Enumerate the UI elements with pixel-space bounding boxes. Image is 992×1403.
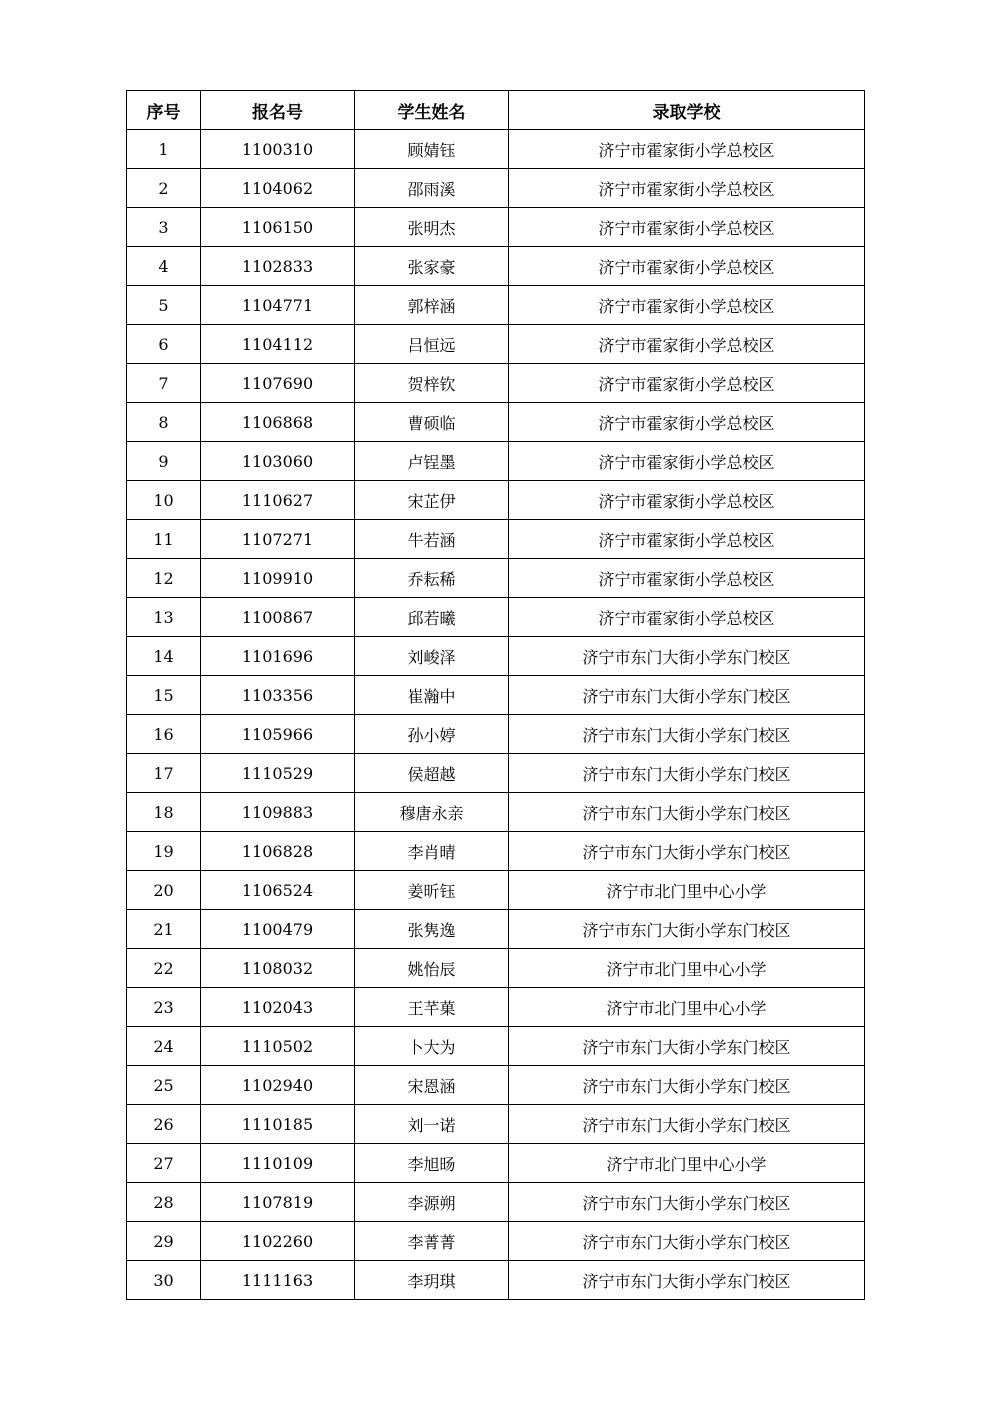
table-row <box>127 442 865 481</box>
cell-serial-number: 24 <box>127 1027 201 1066</box>
cell-admitted-school: 济宁市东门大街小学东门校区 <box>509 1066 865 1105</box>
cell-admitted-school: 济宁市霍家街小学总校区 <box>509 325 865 364</box>
cell-registration-number: 1108032 <box>201 949 355 988</box>
cell-registration-number: 1104771 <box>201 286 355 325</box>
table-row <box>127 364 865 403</box>
cell-registration-number: 1100479 <box>201 910 355 949</box>
cell-student-name: 宋恩涵 <box>355 1066 509 1105</box>
cell-serial-number: 7 <box>127 364 201 403</box>
cell-student-name: 王芊菓 <box>355 988 509 1027</box>
cell-student-name: 侯超越 <box>355 754 509 793</box>
cell-admitted-school: 济宁市东门大街小学东门校区 <box>509 1105 865 1144</box>
cell-admitted-school: 济宁市东门大街小学东门校区 <box>509 910 865 949</box>
cell-student-name: 李菁菁 <box>355 1222 509 1261</box>
cell-admitted-school: 济宁市东门大街小学东门校区 <box>509 637 865 676</box>
cell-student-name: 卢锃墨 <box>355 442 509 481</box>
cell-serial-number: 1 <box>127 130 201 169</box>
cell-student-name: 曹硕临 <box>355 403 509 442</box>
table-row <box>127 520 865 559</box>
table-row <box>127 247 865 286</box>
cell-serial-number: 5 <box>127 286 201 325</box>
table-row <box>127 1105 865 1144</box>
header-student-name: 学生姓名 <box>355 91 509 130</box>
cell-admitted-school: 济宁市东门大街小学东门校区 <box>509 793 865 832</box>
cell-student-name: 刘一诺 <box>355 1105 509 1144</box>
table-row <box>127 1144 865 1183</box>
cell-serial-number: 19 <box>127 832 201 871</box>
table-row <box>127 1066 865 1105</box>
cell-serial-number: 22 <box>127 949 201 988</box>
cell-admitted-school: 济宁市东门大街小学东门校区 <box>509 715 865 754</box>
cell-registration-number: 1102043 <box>201 988 355 1027</box>
cell-serial-number: 17 <box>127 754 201 793</box>
cell-serial-number: 13 <box>127 598 201 637</box>
table-row <box>127 871 865 910</box>
cell-admitted-school: 济宁市霍家街小学总校区 <box>509 520 865 559</box>
table-row <box>127 832 865 871</box>
cell-serial-number: 26 <box>127 1105 201 1144</box>
cell-registration-number: 1104112 <box>201 325 355 364</box>
cell-student-name: 李旭旸 <box>355 1144 509 1183</box>
cell-student-name: 张隽逸 <box>355 910 509 949</box>
cell-registration-number: 1106868 <box>201 403 355 442</box>
table-row <box>127 988 865 1027</box>
cell-admitted-school: 济宁市北门里中心小学 <box>509 871 865 910</box>
table-row <box>127 130 865 169</box>
cell-student-name: 卜大为 <box>355 1027 509 1066</box>
cell-admitted-school: 济宁市东门大街小学东门校区 <box>509 1183 865 1222</box>
cell-admitted-school: 济宁市北门里中心小学 <box>509 1144 865 1183</box>
cell-admitted-school: 济宁市霍家街小学总校区 <box>509 208 865 247</box>
cell-registration-number: 1101696 <box>201 637 355 676</box>
cell-serial-number: 3 <box>127 208 201 247</box>
cell-admitted-school: 济宁市霍家街小学总校区 <box>509 169 865 208</box>
cell-registration-number: 1110529 <box>201 754 355 793</box>
cell-registration-number: 1104062 <box>201 169 355 208</box>
table-row <box>127 559 865 598</box>
cell-admitted-school: 济宁市霍家街小学总校区 <box>509 481 865 520</box>
table-row <box>127 949 865 988</box>
table-row <box>127 1183 865 1222</box>
cell-serial-number: 10 <box>127 481 201 520</box>
table-row <box>127 598 865 637</box>
cell-serial-number: 25 <box>127 1066 201 1105</box>
cell-admitted-school: 济宁市霍家街小学总校区 <box>509 130 865 169</box>
cell-registration-number: 1109883 <box>201 793 355 832</box>
cell-registration-number: 1109910 <box>201 559 355 598</box>
cell-student-name: 张家豪 <box>355 247 509 286</box>
cell-student-name: 顾婧钰 <box>355 130 509 169</box>
cell-serial-number: 9 <box>127 442 201 481</box>
cell-admitted-school: 济宁市北门里中心小学 <box>509 949 865 988</box>
table-row <box>127 286 865 325</box>
cell-registration-number: 1106150 <box>201 208 355 247</box>
cell-student-name: 牛若涵 <box>355 520 509 559</box>
cell-admitted-school: 济宁市霍家街小学总校区 <box>509 286 865 325</box>
cell-admitted-school: 济宁市东门大街小学东门校区 <box>509 676 865 715</box>
cell-admitted-school: 济宁市东门大街小学东门校区 <box>509 832 865 871</box>
cell-serial-number: 20 <box>127 871 201 910</box>
cell-serial-number: 12 <box>127 559 201 598</box>
cell-registration-number: 1102940 <box>201 1066 355 1105</box>
cell-registration-number: 1106828 <box>201 832 355 871</box>
cell-serial-number: 27 <box>127 1144 201 1183</box>
cell-registration-number: 1103060 <box>201 442 355 481</box>
cell-registration-number: 1107271 <box>201 520 355 559</box>
cell-registration-number: 1111163 <box>201 1261 355 1300</box>
cell-student-name: 贺梓钦 <box>355 364 509 403</box>
cell-registration-number: 1110109 <box>201 1144 355 1183</box>
cell-serial-number: 21 <box>127 910 201 949</box>
table-row <box>127 403 865 442</box>
cell-serial-number: 28 <box>127 1183 201 1222</box>
cell-registration-number: 1102260 <box>201 1222 355 1261</box>
cell-student-name: 郭梓涵 <box>355 286 509 325</box>
table-row <box>127 910 865 949</box>
table-row <box>127 208 865 247</box>
cell-serial-number: 15 <box>127 676 201 715</box>
cell-serial-number: 2 <box>127 169 201 208</box>
table-row <box>127 1027 865 1066</box>
cell-registration-number: 1107819 <box>201 1183 355 1222</box>
cell-student-name: 宋芷伊 <box>355 481 509 520</box>
table-body <box>127 130 865 1300</box>
cell-registration-number: 1100310 <box>201 130 355 169</box>
cell-registration-number: 1105966 <box>201 715 355 754</box>
cell-student-name: 张明杰 <box>355 208 509 247</box>
cell-registration-number: 1110185 <box>201 1105 355 1144</box>
cell-registration-number: 1102833 <box>201 247 355 286</box>
cell-admitted-school: 济宁市东门大街小学东门校区 <box>509 1261 865 1300</box>
cell-student-name: 李玥琪 <box>355 1261 509 1300</box>
cell-registration-number: 1103356 <box>201 676 355 715</box>
cell-serial-number: 4 <box>127 247 201 286</box>
cell-serial-number: 14 <box>127 637 201 676</box>
cell-admitted-school: 济宁市北门里中心小学 <box>509 988 865 1027</box>
cell-student-name: 姚怡辰 <box>355 949 509 988</box>
table-row <box>127 715 865 754</box>
cell-registration-number: 1100867 <box>201 598 355 637</box>
table-row <box>127 1222 865 1261</box>
cell-admitted-school: 济宁市东门大街小学东门校区 <box>509 1222 865 1261</box>
cell-serial-number: 18 <box>127 793 201 832</box>
cell-student-name: 穆唐永亲 <box>355 793 509 832</box>
table-row <box>127 676 865 715</box>
cell-serial-number: 11 <box>127 520 201 559</box>
cell-admitted-school: 济宁市东门大街小学东门校区 <box>509 1027 865 1066</box>
cell-student-name: 李肖晴 <box>355 832 509 871</box>
cell-registration-number: 1110502 <box>201 1027 355 1066</box>
cell-registration-number: 1110627 <box>201 481 355 520</box>
header-serial-number: 序号 <box>127 91 201 130</box>
cell-student-name: 乔耘稀 <box>355 559 509 598</box>
cell-student-name: 邱若曦 <box>355 598 509 637</box>
cell-registration-number: 1107690 <box>201 364 355 403</box>
table-row <box>127 1261 865 1300</box>
cell-admitted-school: 济宁市霍家街小学总校区 <box>509 442 865 481</box>
table-row <box>127 325 865 364</box>
table-row <box>127 481 865 520</box>
cell-admitted-school: 济宁市东门大街小学东门校区 <box>509 754 865 793</box>
header-row <box>127 91 865 130</box>
cell-serial-number: 8 <box>127 403 201 442</box>
table-row <box>127 637 865 676</box>
cell-serial-number: 29 <box>127 1222 201 1261</box>
cell-student-name: 崔瀚中 <box>355 676 509 715</box>
table-row <box>127 754 865 793</box>
table-row <box>127 793 865 832</box>
cell-student-name: 刘峻泽 <box>355 637 509 676</box>
table-row <box>127 169 865 208</box>
cell-admitted-school: 济宁市霍家街小学总校区 <box>509 403 865 442</box>
cell-serial-number: 6 <box>127 325 201 364</box>
cell-serial-number: 16 <box>127 715 201 754</box>
cell-admitted-school: 济宁市霍家街小学总校区 <box>509 559 865 598</box>
header-admitted-school: 录取学校 <box>509 91 865 130</box>
cell-admitted-school: 济宁市霍家街小学总校区 <box>509 598 865 637</box>
cell-admitted-school: 济宁市霍家街小学总校区 <box>509 364 865 403</box>
cell-student-name: 李源朔 <box>355 1183 509 1222</box>
cell-admitted-school: 济宁市霍家街小学总校区 <box>509 247 865 286</box>
header-registration-number: 报名号 <box>201 91 355 130</box>
cell-student-name: 姜昕钰 <box>355 871 509 910</box>
cell-student-name: 吕恒远 <box>355 325 509 364</box>
cell-serial-number: 23 <box>127 988 201 1027</box>
cell-student-name: 孙小婷 <box>355 715 509 754</box>
table-header <box>127 91 865 130</box>
admission-table <box>126 90 865 1300</box>
cell-student-name: 邵雨溪 <box>355 169 509 208</box>
cell-serial-number: 30 <box>127 1261 201 1300</box>
cell-registration-number: 1106524 <box>201 871 355 910</box>
